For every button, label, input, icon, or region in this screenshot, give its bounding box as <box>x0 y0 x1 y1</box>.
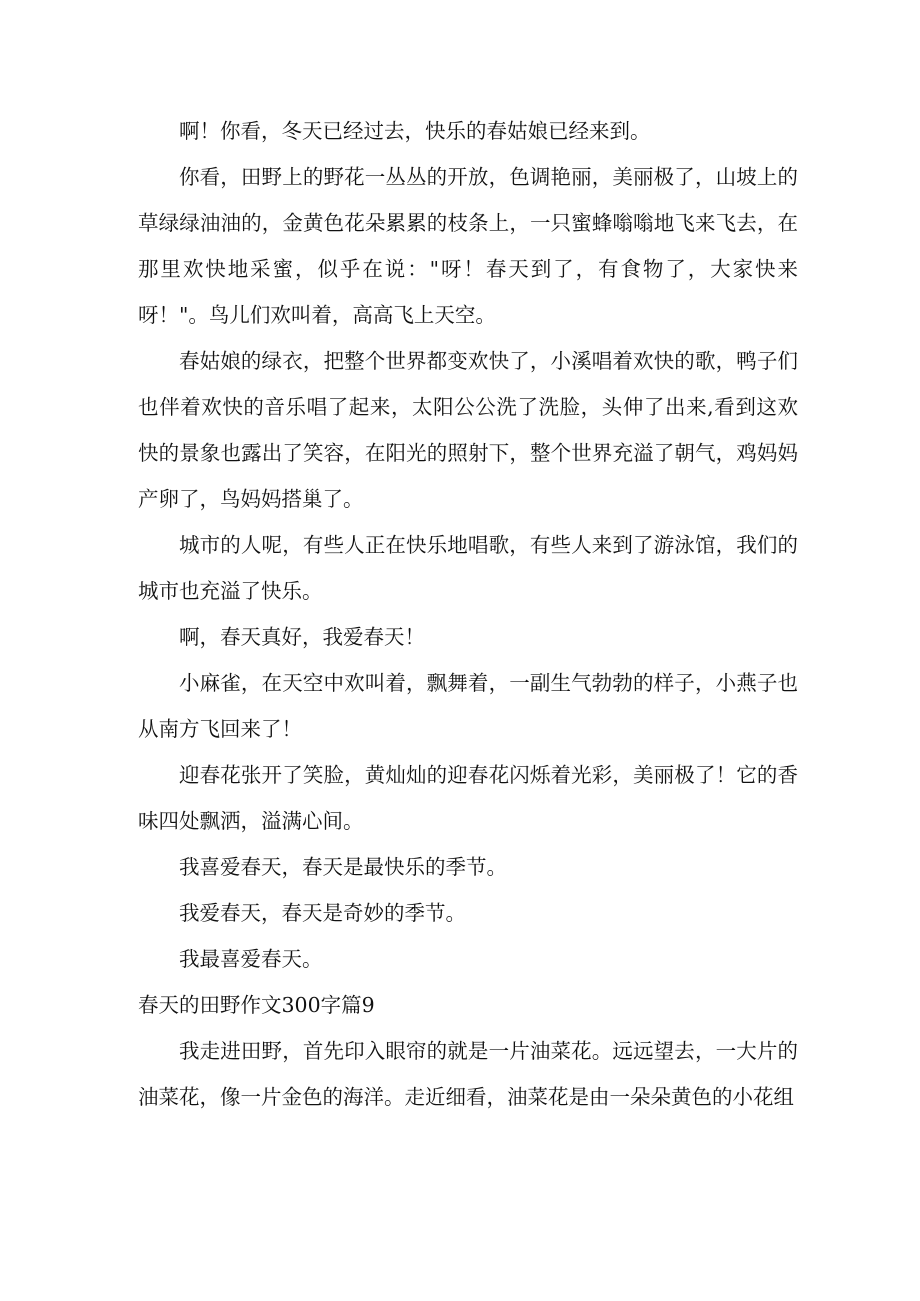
section-heading: 春天的田野作文300字篇9 <box>138 993 375 1017</box>
paragraph: 我走进田野，首先印入眼帘的就是一片油菜花。远远望去，一大片的油菜花，像一片金色的海洋。走近细看，油菜花是由一朵朵黄色的小花组 <box>138 1039 798 1109</box>
paragraph: 我爱春天，春天是奇妙的季节。 <box>179 901 466 925</box>
paragraph: 迎春花张开了笑脸，黄灿灿的迎春花闪烁着光彩，美丽极了！它的香味四处飘洒，溢满心间。 <box>138 763 798 833</box>
paragraph: 你看，田野上的野花一丛丛的开放，色调艳丽，美丽极了，山坡上的草绿绿油油的，金黄色花朵累累的枝条上，一只蜜蜂嗡嗡地飞来飞去，在那里欢快地采蜜，似乎在说："呀！春天到了，有食物了，大家快来呀！"。鸟儿们欢叫着，高高飞上天空。 <box>138 165 798 327</box>
paragraph: 啊，春天真好，我爱春天！ <box>179 625 425 649</box>
paragraph: 小麻雀，在天空中欢叫着，飘舞着，一副生气勃勃的样子，小燕子也从南方飞回来了！ <box>138 671 798 741</box>
paragraph: 啊！你看，冬天已经过去，快乐的春姑娘已经来到。 <box>179 119 651 143</box>
paragraph: 城市的人呢，有些人正在快乐地唱歌，有些人来到了游泳馆，我们的城市也充溢了快乐。 <box>138 533 798 603</box>
document-body <box>138 108 798 1120</box>
paragraph: 春姑娘的绿衣，把整个世界都变欢快了，小溪唱着欢快的歌，鸭子们也伴着欢快的音乐唱了起来，太阳公公洗了洗脸，头伸了出来,看到这欢快的景象也露出了笑容，在阳光的照射下，整个世界充溢了朝气，鸡妈妈产卵了，鸟妈妈搭巢了。 <box>138 349 798 511</box>
paragraph: 我喜爱春天，春天是最快乐的季节。 <box>179 855 507 879</box>
paragraph: 我最喜爱春天。 <box>179 947 323 971</box>
